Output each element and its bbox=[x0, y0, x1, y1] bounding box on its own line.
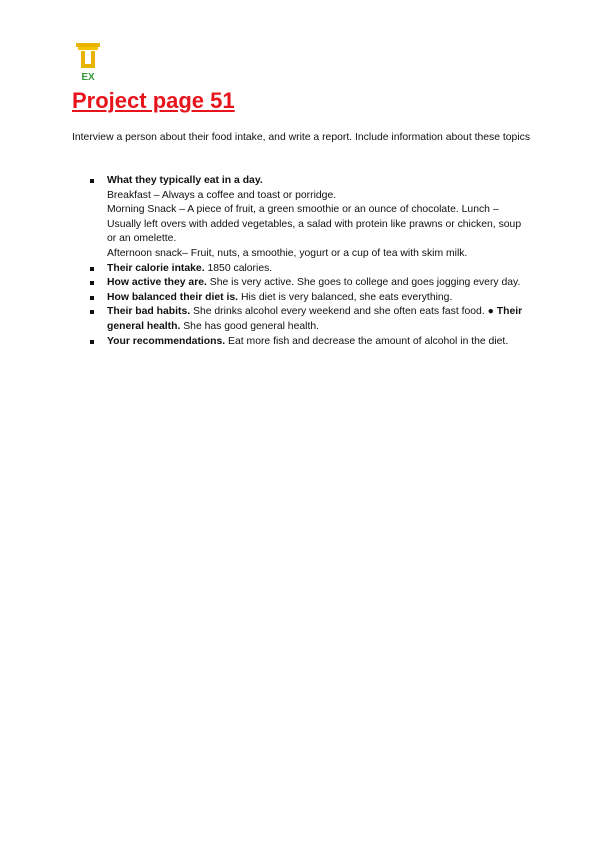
list-item bbox=[90, 276, 530, 291]
bullet-icon bbox=[90, 281, 94, 285]
topic-label: Their calorie intake. bbox=[107, 262, 205, 274]
topics-list bbox=[90, 174, 530, 349]
bullet-icon bbox=[90, 310, 94, 314]
logo bbox=[75, 40, 101, 84]
topic-detail: Afternoon snack– Fruit, nuts, a smoothie, yogurt or a cup of tea with skim milk. bbox=[107, 247, 468, 259]
topic-text: She drinks alcohol every weekend and she often eats fast food. ● bbox=[190, 306, 497, 318]
topic-text: Eat more fish and decrease the amount of alcohol in the diet. bbox=[225, 335, 509, 347]
topic-label: How active they are. bbox=[107, 277, 207, 289]
bullet-icon bbox=[90, 296, 94, 300]
topic-detail: Breakfast – Always a coffee and toast or porridge. bbox=[107, 189, 337, 201]
topic-label: Their bad habits. bbox=[107, 306, 191, 318]
topic-text: She is very active. She goes to college and goes jogging every day. bbox=[206, 277, 521, 289]
topic-detail: Morning Snack – A piece of fruit, a green smoothie or an ounce of chocolate. Lunch – Usually left overs with added vegetables, a salad with protein like prawns or chicken, soup or an omelette. bbox=[107, 204, 522, 245]
topic-text: 1850 calories. bbox=[204, 262, 273, 274]
topic-label: Your recommendations. bbox=[107, 335, 226, 347]
logo-emblem-icon bbox=[75, 40, 101, 84]
list-item bbox=[90, 262, 530, 277]
logo-text: EX bbox=[81, 72, 95, 83]
bullet-icon bbox=[90, 340, 94, 344]
list-item bbox=[90, 291, 530, 306]
topic-label: How balanced their diet is. bbox=[107, 291, 239, 303]
topic-text: His diet is very balanced, she eats everything. bbox=[238, 291, 453, 303]
topic-label: Their general health. bbox=[107, 306, 523, 332]
topic-text: She has good general health. bbox=[180, 320, 319, 332]
intro-text: Interview a person about their food intake, and write a report. Include information about these topics bbox=[72, 132, 531, 143]
list-item bbox=[90, 335, 530, 350]
list-item bbox=[90, 174, 530, 262]
page-title: Project page 51 bbox=[72, 88, 235, 113]
bullet-icon bbox=[90, 267, 94, 271]
list-item bbox=[90, 305, 530, 334]
bullet-icon bbox=[90, 179, 94, 183]
topic-label: What they typically eat in a day. bbox=[107, 175, 263, 186]
